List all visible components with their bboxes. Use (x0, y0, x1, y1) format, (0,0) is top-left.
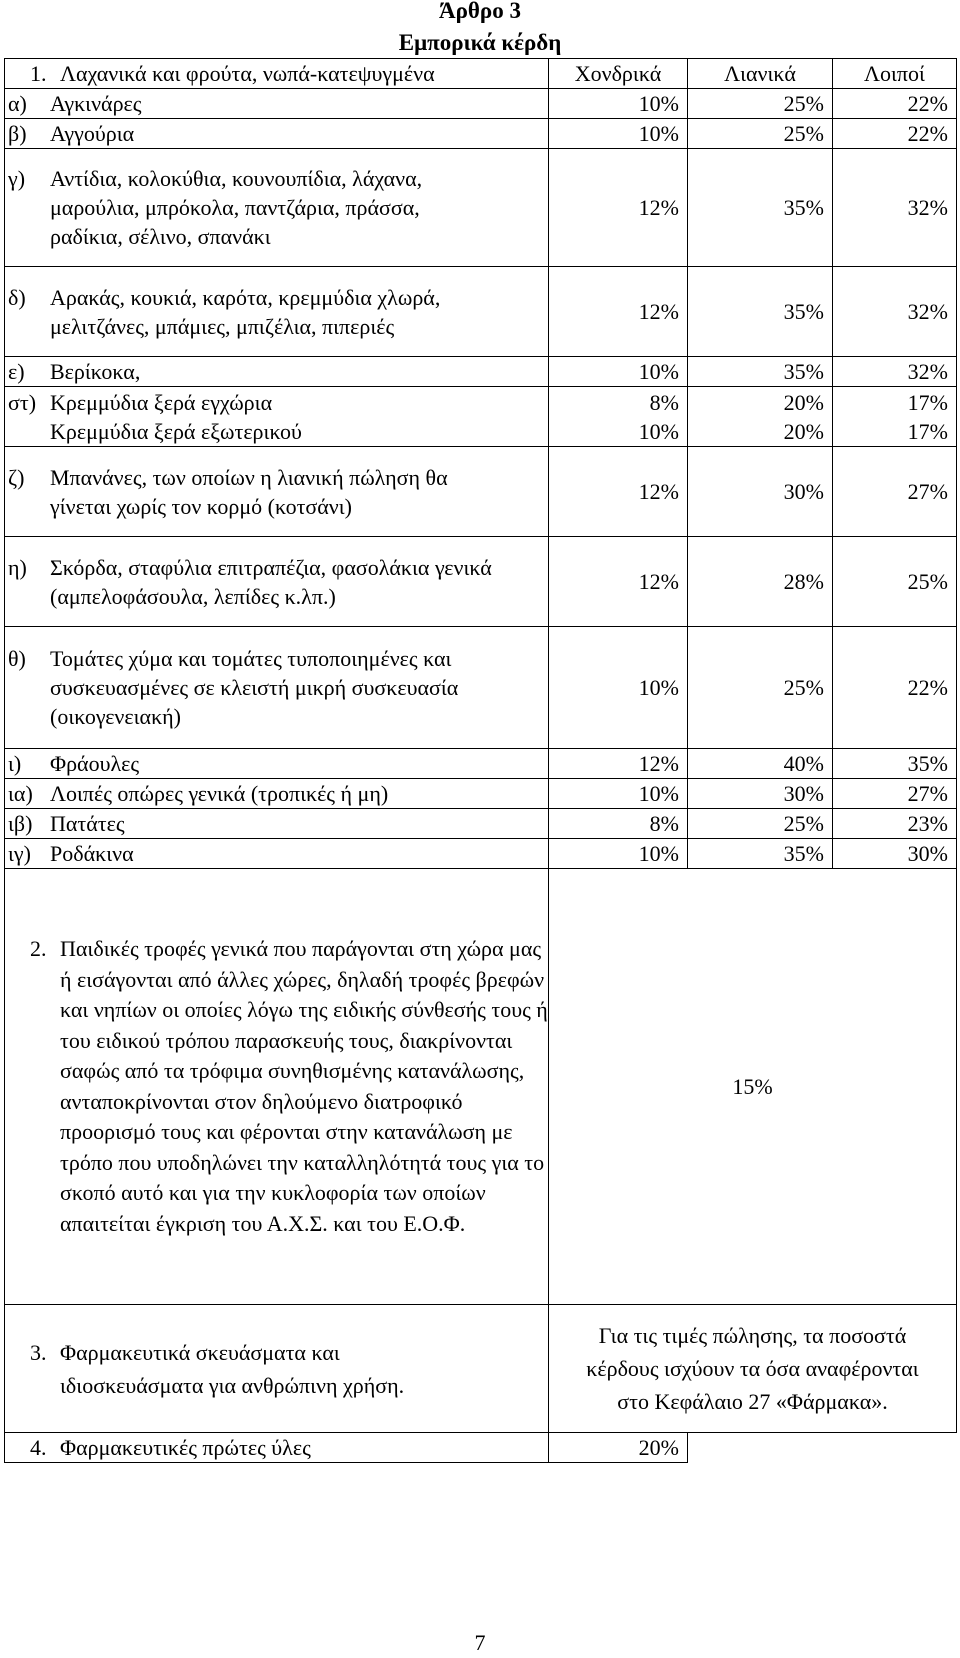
other-cell: 17% (907, 418, 948, 444)
other-cell: 27% (833, 779, 957, 809)
table-row (5, 809, 957, 839)
retail-cell: 35% (688, 149, 833, 267)
section-number: 1. (30, 61, 47, 86)
table-row (5, 779, 957, 809)
retail-cell: 40% (688, 749, 833, 779)
section-text: Παιδικές τροφές γενικά που παράγονται στη χώρα μας ή εισάγονται από άλλες χώρες, δηλαδή τροφές βρεφών και νηπίων οι οποίες λόγω της ειδικής σύνθεσής τους ή του ειδικού τρόπου παρασκευής τους, διακρίνονται σαφώς από τα τρόφιμα συνηθισμένης κατανάλωσης, ανταποκρίνονται στον δηλούμενο διατροφικό προορισμό τους και φέρονται στην κατανάλωση με τρόπο που υποδηλώνει την καταλληλότητά τους για το σκοπό αυτό και για την κυκλοφορία των οποίων απαιτείται έγκριση του Α.Χ.Σ. και του Ε.Ο.Φ. (60, 936, 548, 1236)
row-text: Τομάτες χύμα και τομάτες τυποποιημένες και συσκευασμένες σε κλειστή μικρή συσκευασία (οικογενειακή) (50, 646, 459, 729)
other-cell: 32% (833, 357, 957, 387)
row-label: θ) (8, 646, 26, 671)
row-label: η) (8, 554, 27, 580)
row-text: Αρακάς, κουκιά, καρότα, κρεμμύδια χλωρά, μελιτζάνες, μπάμιες, μπιζέλια, πιπεριές (50, 284, 441, 339)
row-text: Αντίδια, κολοκύθια, κουνουπίδια, λάχανα, μαρούλια, μπρόκολα, παντζάρια, πράσσα, ραδίκια, σέλινο, σπανάκι (50, 166, 423, 249)
table-row (5, 89, 957, 119)
table-row (5, 149, 957, 267)
row-label: ε) (8, 359, 25, 384)
wholesale-cell: 10% (549, 779, 688, 809)
profit-margins-table (4, 58, 957, 1463)
retail-cell: 25% (688, 89, 833, 119)
wholesale-cell: 10% (549, 89, 688, 119)
row-text-line: Κρεμμύδια ξερά εγχώρια (50, 389, 273, 415)
column-header-wholesale: Χονδρικά (549, 59, 688, 89)
table-row (5, 1433, 957, 1463)
table-row (5, 357, 957, 387)
row-text: Πατάτες (50, 811, 125, 836)
other-cell: 22% (833, 627, 957, 749)
wholesale-cell: 12% (549, 267, 688, 357)
column-header-other: Λοιποί (833, 59, 957, 89)
retail-cell: 25% (688, 119, 833, 149)
wholesale-cell: 10% (549, 119, 688, 149)
table-row (5, 387, 957, 447)
page-number: 7 (474, 1630, 486, 1655)
wholesale-cell: 10% (549, 627, 688, 749)
retail-cell: 28% (688, 537, 833, 627)
row-label: στ) (8, 389, 37, 415)
other-cell: 23% (833, 809, 957, 839)
rate-cell: 15% (549, 869, 957, 1305)
retail-cell: 35% (688, 839, 833, 869)
row-text: Ροδάκινα (50, 841, 134, 866)
row-text: Βερίκοκα, (50, 359, 141, 384)
table-row (5, 839, 957, 869)
retail-cell: 35% (688, 267, 833, 357)
row-text: Σκόρδα, σταφύλια επιτραπέζια, φασολάκια γενικά (αμπελοφάσουλα, λεπίδες κ.λπ.) (50, 554, 492, 609)
wholesale-cell: 10% (638, 418, 679, 444)
retail-cell: 20% (783, 418, 824, 444)
table-row (5, 119, 957, 149)
pharma-note (549, 1305, 957, 1433)
other-cell: 32% (833, 149, 957, 267)
wholesale-cell: 10% (549, 839, 688, 869)
article-heading: Άρθρο 3 (439, 0, 521, 23)
section-number: 2. (30, 936, 47, 961)
other-cell: 25% (833, 537, 957, 627)
wholesale-cell: 12% (549, 149, 688, 267)
row-label: α) (8, 91, 27, 116)
row-label: ια) (8, 781, 33, 806)
table-row (5, 627, 957, 749)
other-cell: 27% (833, 447, 957, 537)
retail-cell: 30% (688, 447, 833, 537)
section-number: 4. (30, 1435, 47, 1460)
retail-cell: 30% (688, 779, 833, 809)
table-row (5, 1305, 957, 1433)
row-label: ιγ) (8, 841, 31, 866)
other-cell: 22% (833, 119, 957, 149)
table-row (5, 447, 957, 537)
wholesale-cell: 8% (649, 389, 679, 415)
wholesale-cell: 12% (549, 537, 688, 627)
row-label: β) (8, 121, 27, 146)
row-label: ιβ) (8, 811, 33, 836)
retail-cell: 35% (688, 357, 833, 387)
row-text: Φράουλες (50, 751, 140, 776)
section-title: Λαχανικά και φρούτα, νωπά-κατεψυγμένα (60, 61, 435, 86)
table-row (5, 267, 957, 357)
table-row (5, 749, 957, 779)
row-text: Μπανάνες, των οποίων η λιανική πώληση θα γίνεται χωρίς τον κορμό (κοτσάνι) (50, 464, 448, 519)
section-text: Φαρμακευτικά σκευάσματα και ιδιοσκευάσματα για ανθρώπινη χρήση. (60, 1339, 405, 1398)
table-row (5, 537, 957, 627)
row-text: Λοιπές οπώρες γενικά (τροπικές ή μη) (50, 781, 389, 806)
other-cell: 35% (833, 749, 957, 779)
table-row (5, 869, 957, 1305)
wholesale-cell: 10% (549, 357, 688, 387)
article-subtitle: Εμπορικά κέρδη (398, 30, 562, 55)
section-text: Φαρμακευτικές πρώτες ύλες (60, 1435, 311, 1460)
row-label: ζ) (8, 464, 25, 490)
other-cell: 22% (833, 89, 957, 119)
empty-cell (688, 1433, 957, 1463)
section-number: 3. (30, 1339, 47, 1365)
wholesale-cell: 12% (549, 749, 688, 779)
row-text: Αγκινάρες (50, 91, 142, 116)
row-text: Αγγούρια (50, 121, 135, 146)
row-text-line: Κρεμμύδια ξερά εξωτερικού (50, 418, 302, 444)
column-header-retail: Λιανικά (688, 59, 833, 89)
rate-cell: 20% (549, 1433, 688, 1463)
other-cell: 32% (833, 267, 957, 357)
row-label: γ) (8, 166, 26, 191)
wholesale-cell: 12% (549, 447, 688, 537)
other-cell: 30% (833, 839, 957, 869)
other-cell: 17% (907, 389, 948, 415)
retail-cell: 20% (783, 389, 824, 415)
retail-cell: 25% (688, 809, 833, 839)
retail-cell: 25% (688, 627, 833, 749)
table-header-row (5, 59, 957, 89)
note-text: Για τις τιμές πώλησης, τα ποσοστά κέρδους ισχύουν τα όσα αναφέρονται στο Κεφάλαιο 27 «Φάρμακα». (586, 1323, 919, 1414)
wholesale-cell: 8% (549, 809, 688, 839)
row-label: δ) (8, 284, 26, 310)
row-label: ι) (8, 751, 22, 776)
